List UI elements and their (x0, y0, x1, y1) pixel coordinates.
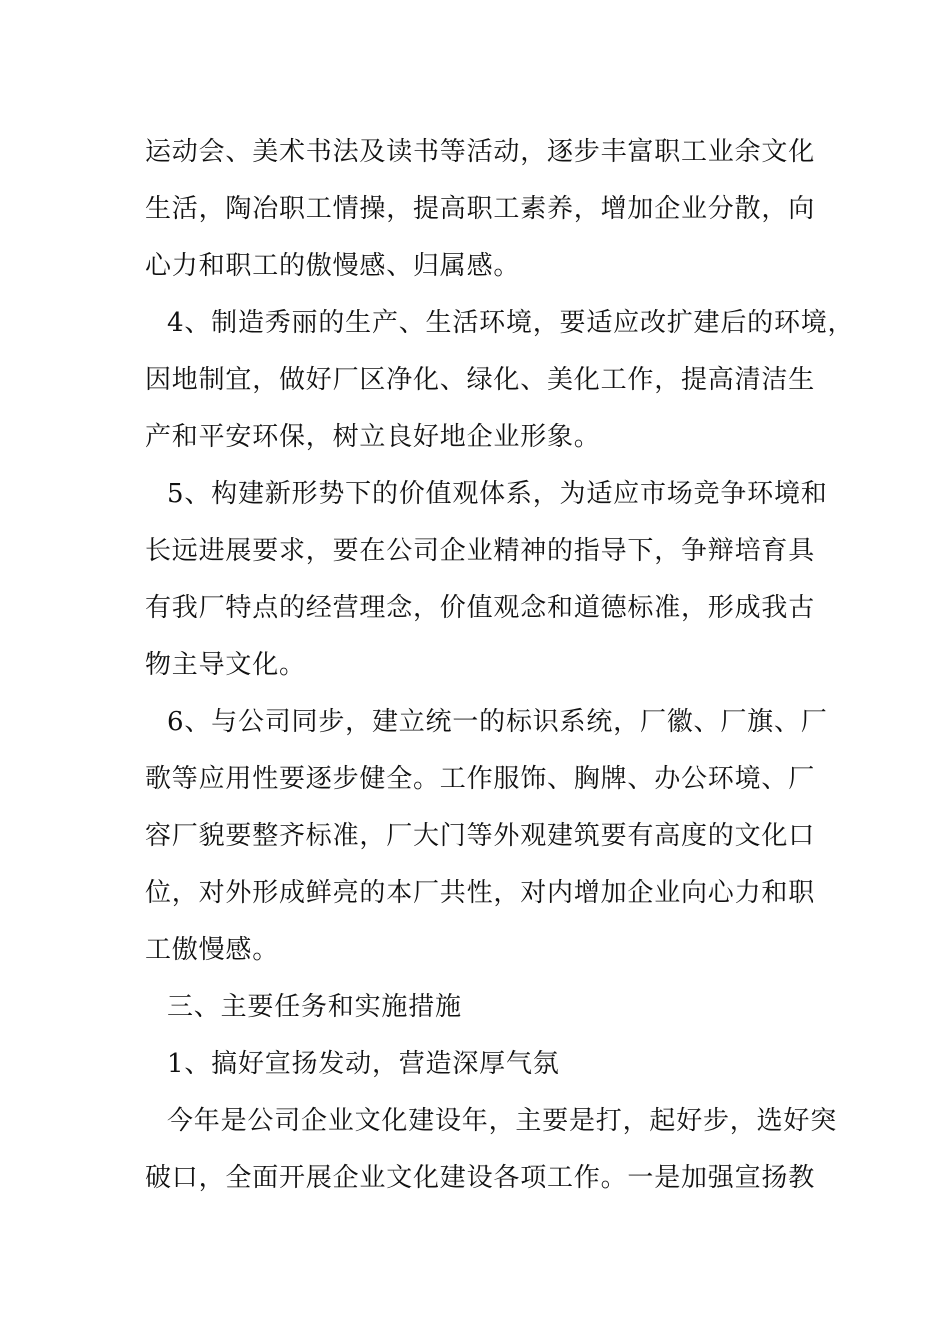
text-line: 产和平安环保，树立良好地企业形象。 (145, 422, 601, 452)
text-line: 运动会、美术书法及读书等活动，逐步丰富职工业余文化 (145, 137, 816, 167)
subsection-heading: 1、搞好宣扬发动，营造深厚气氛 (167, 1049, 560, 1079)
text-line: 歌等应用性要逐步健全。工作服饰、胸牌、办公环境、厂 (145, 764, 816, 794)
paragraph-start-line: 今年是公司企业文化建设年，主要是打，起好步，选好突 (167, 1106, 838, 1136)
text-line: 容厂貌要整齐标准，厂大门等外观建筑要有高度的文化口 (145, 821, 816, 851)
text-line: 破口，全面开展企业文化建设各项工作。一是加强宣扬教 (145, 1163, 816, 1193)
text-line: 有我厂特点的经营理念，价值观念和道德标准，形成我古 (145, 593, 816, 623)
text-line: 因地制宜，做好厂区净化、绿化、美化工作，提高清洁生 (145, 365, 816, 395)
text-line: 位，对外形成鲜亮的本厂共性，对内增加企业向心力和职 (145, 878, 816, 908)
paragraph-start-line: 4、制造秀丽的生产、生活环境，要适应改扩建后的环境， (167, 308, 855, 338)
section-heading: 三、主要任务和实施措施 (167, 992, 462, 1022)
text-line: 工傲慢感。 (145, 935, 280, 965)
document-body (145, 124, 855, 1207)
text-line: 长远进展要求，要在公司企业精神的指导下，争辩培育具 (145, 536, 816, 566)
text-line: 生活，陶冶职工情操，提高职工素养，增加企业分散，向 (145, 194, 816, 224)
text-line: 心力和职工的傲慢感、归属感。 (145, 251, 521, 281)
paragraph-start-line: 6、与公司同步，建立统一的标识系统，厂徽、厂旗、厂 (167, 707, 828, 737)
text-line: 物主导文化。 (145, 650, 306, 680)
paragraph-start-line: 5、构建新形势下的价值观体系，为适应市场竞争环境和 (167, 479, 828, 509)
